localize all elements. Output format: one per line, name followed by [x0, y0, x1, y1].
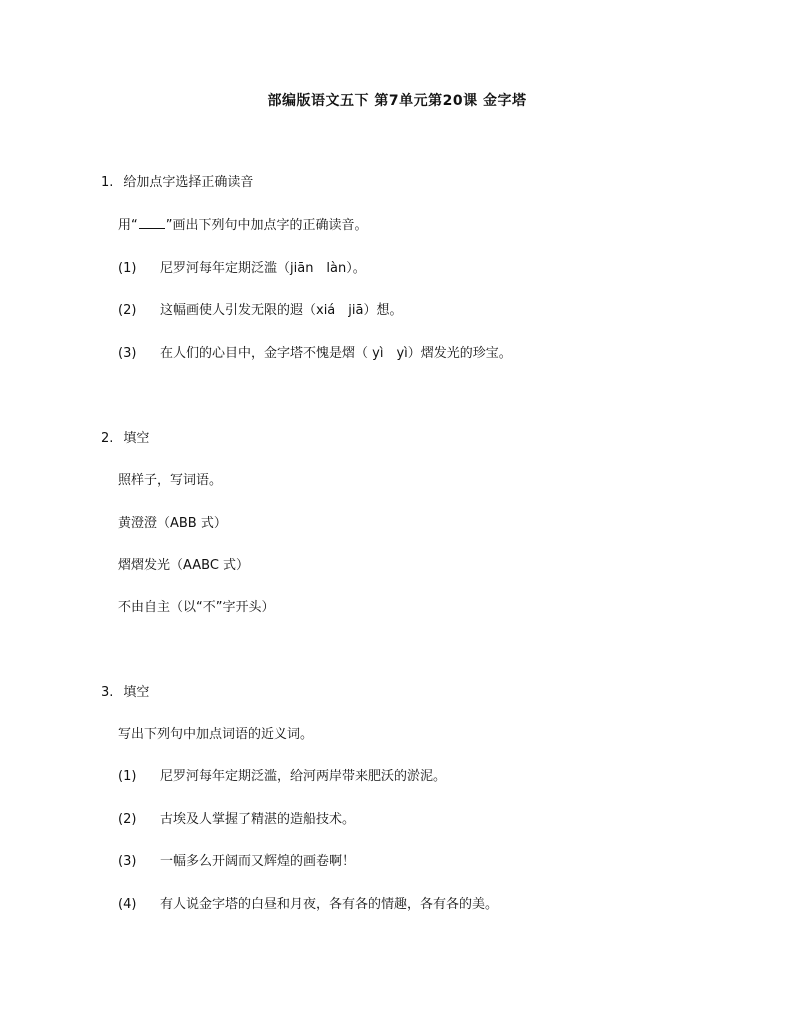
item-number: (4)	[118, 897, 137, 912]
question-1-instruction	[118, 217, 368, 235]
item-text: 尼罗河每年定期泛滥，给河两岸带来肥沃的淤泥。	[160, 769, 447, 784]
item-text: 有人说金字塔的白昼和月夜，各有各的情趣，各有各的美。	[160, 897, 499, 912]
instruction-text-end: ”画出下列句中加点字的正确读音。	[165, 218, 368, 233]
question-title: 填空	[123, 431, 150, 446]
item-number: (2)	[118, 812, 137, 827]
question-2-line: 不由自主（以“不”字开头）	[118, 600, 275, 615]
list-item	[118, 768, 446, 786]
list-item	[118, 853, 355, 871]
question-2-line: 黄澄澄（ABB 式）	[118, 516, 227, 531]
page-title: 部编版语文五下 第7单元第20课 金字塔	[267, 93, 527, 109]
item-text: 古埃及人掌握了精湛的造船技术。	[160, 812, 356, 827]
item-number: (3)	[118, 346, 137, 361]
question-2-line: 照样子，写词语。	[118, 473, 223, 488]
list-item	[118, 260, 366, 278]
list-item	[118, 896, 498, 914]
list-item	[118, 811, 355, 829]
question-number: 3.	[101, 685, 114, 700]
item-text: 尼罗河每年定期泛滥（jiān làn）。	[160, 261, 366, 276]
item-text: 在人们的心目中，金字塔不愧是熠（ yì yì）熠发光的珍宝。	[160, 346, 512, 361]
question-1-heading	[101, 174, 253, 192]
item-text: 这幅画使人引发无限的遐（xiá jiā）想。	[160, 303, 403, 318]
list-item	[118, 302, 402, 320]
question-2-line: 熠熠发光（AABC 式）	[118, 558, 250, 573]
question-3-heading	[101, 684, 149, 702]
underline-blank	[139, 217, 165, 229]
question-2-heading	[101, 430, 149, 448]
item-number: (3)	[118, 854, 137, 869]
item-text: 一幅多么开阔而又辉煌的画卷啊！	[160, 854, 356, 869]
list-item	[118, 345, 512, 363]
item-number: (1)	[118, 769, 137, 784]
question-title: 填空	[123, 685, 150, 700]
item-number: (2)	[118, 303, 137, 318]
question-title: 给加点字选择正确读音	[123, 175, 254, 190]
instruction-text-start: 用“	[118, 218, 138, 233]
item-number: (1)	[118, 261, 137, 276]
question-number: 2.	[101, 431, 114, 446]
question-number: 1.	[101, 175, 114, 190]
question-3-instruction: 写出下列句中加点词语的近义词。	[118, 727, 314, 742]
